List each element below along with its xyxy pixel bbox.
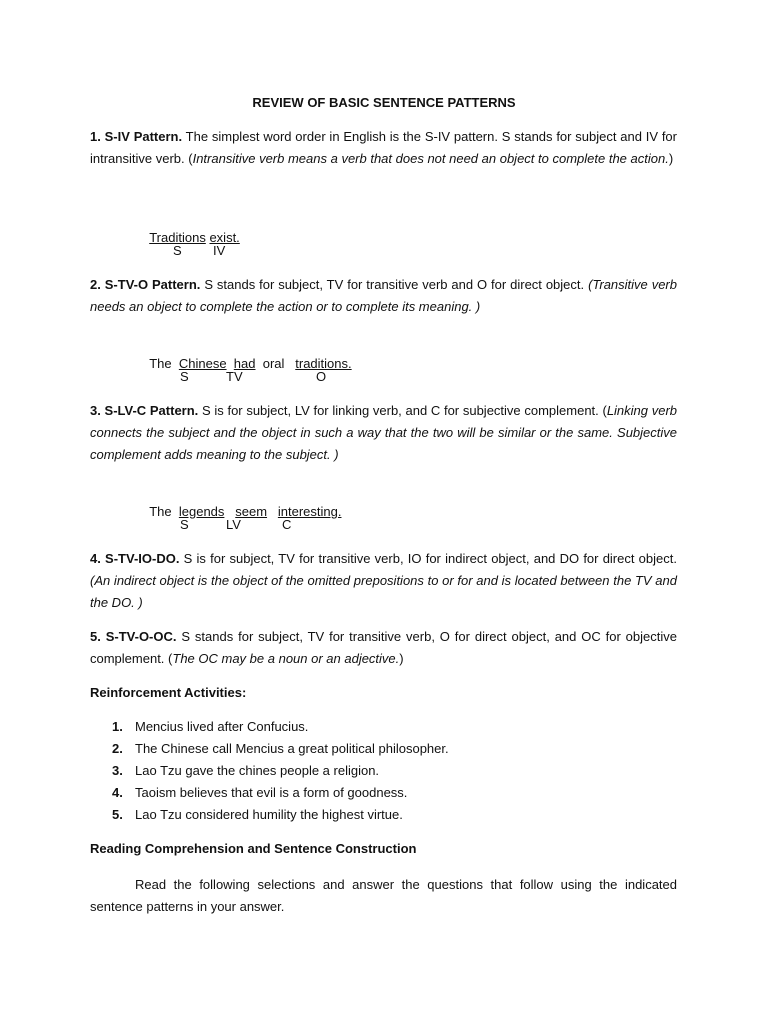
- example-label: C: [282, 517, 292, 532]
- pattern-3-paragraph: [90, 400, 677, 466]
- reading-heading: Reading Comprehension and Sentence Construction: [90, 841, 417, 856]
- list-number: 4.: [112, 785, 123, 800]
- pattern-2-note: (Transitive verb needs an object to complete the action or to complete its meaning. ): [90, 277, 677, 314]
- pattern-1-paragraph: [90, 126, 677, 170]
- example-word: Traditions: [149, 230, 206, 245]
- example-word: The: [149, 504, 172, 519]
- pattern-3-text: S is for subject, LV for linking verb, and C for subjective complement. (: [198, 403, 607, 418]
- example-word: had: [233, 356, 256, 371]
- pattern-1-text: The simplest word order in English is the S-IV pattern. S stands for subject and IV for intransitive verb. (: [90, 129, 677, 166]
- reading-instructions: Read the following selections and answer the questions that follow using the indicated sentence patterns in your answer.: [90, 877, 677, 914]
- pattern-4-heading: 4. S-TV-IO-DO.: [90, 551, 180, 566]
- pattern-5-close: ): [399, 651, 404, 666]
- list-text: Taoism believes that evil is a form of goodness.: [135, 785, 408, 800]
- list-text: Lao Tzu considered humility the highest virtue.: [135, 807, 403, 822]
- example-label: TV: [226, 369, 243, 384]
- example-word: seem: [235, 504, 268, 519]
- example-word: legends: [178, 504, 225, 519]
- example-word: oral: [262, 356, 285, 371]
- page-title: REVIEW OF BASIC SENTENCE PATTERNS: [252, 95, 516, 110]
- pattern-2-text: S stands for subject, TV for transitive verb and O for direct object.: [200, 277, 585, 292]
- list-item: [90, 716, 650, 738]
- example-label: IV: [213, 243, 226, 258]
- list-text: Mencius lived after Confucius.: [135, 719, 309, 734]
- list-number: 1.: [112, 719, 123, 734]
- reinforcement-list: [90, 716, 650, 826]
- list-text: The Chinese call Mencius a great political philosopher.: [135, 741, 449, 756]
- pattern-1-note: Intransitive verb means a verb that does not need an object to complete the action.: [192, 151, 669, 166]
- list-item: [90, 760, 650, 782]
- example-word: Chinese: [178, 356, 227, 371]
- pattern-1-close: ): [668, 151, 674, 166]
- list-item: [90, 782, 650, 804]
- pattern-5-paragraph: [90, 626, 677, 670]
- example-label: S: [180, 517, 189, 532]
- pattern-2-heading: 2. S-TV-O Pattern.: [90, 277, 201, 292]
- pattern-4-paragraph: [90, 548, 677, 614]
- pattern-3-heading: 3. S-LV-C Pattern.: [90, 403, 199, 418]
- pattern-3-note: Linking verb connects the subject and the object in such a way that the two will be similar or the same. Subjective complement adds meaning to the subject. ): [90, 403, 677, 462]
- pattern-5-note: The OC may be a noun or an adjective.: [172, 651, 400, 666]
- list-item: [90, 804, 650, 826]
- list-number: 3.: [112, 763, 123, 778]
- pattern-5-heading: 5. S-TV-O-OC.: [90, 629, 177, 644]
- example-word: exist.: [209, 230, 240, 245]
- example-label: S: [180, 369, 189, 384]
- example-word: The: [149, 356, 172, 371]
- example-label: LV: [226, 517, 241, 532]
- reinforcement-heading: Reinforcement Activities:: [90, 685, 247, 700]
- example-word: traditions.: [295, 356, 352, 371]
- pattern-4-text: S is for subject, TV for transitive verb, IO for indirect object, and DO for direct object.: [179, 551, 677, 566]
- list-number: 2.: [112, 741, 123, 756]
- list-item: [90, 738, 650, 760]
- example-label: O: [316, 369, 327, 384]
- list-number: 5.: [112, 807, 123, 822]
- example-label: S: [173, 243, 182, 258]
- pattern-4-note: (An indirect object is the object of the omitted prepositions to or for and is located between the TV and the DO. ): [90, 573, 677, 610]
- list-text: Lao Tzu gave the chines people a religion.: [135, 763, 380, 778]
- pattern-2-paragraph: [90, 274, 677, 318]
- pattern-1-heading: 1. S-IV Pattern.: [90, 129, 183, 144]
- example-word: interesting.: [277, 504, 342, 519]
- pattern-5-text: S stands for subject, TV for transitive verb, O for direct object, and OC for objective complement. (: [90, 629, 677, 666]
